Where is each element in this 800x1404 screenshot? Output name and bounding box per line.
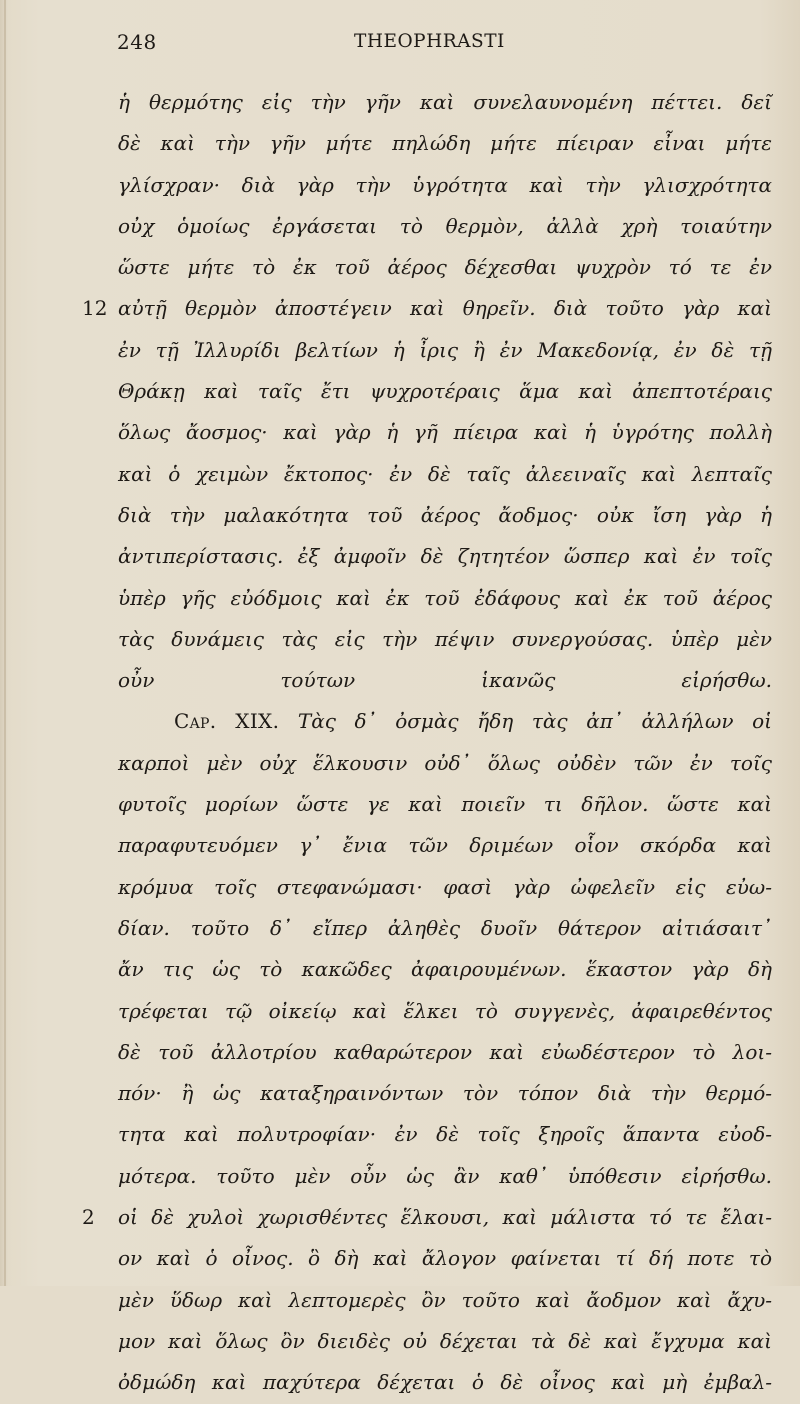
- line-text: ὀδμώδη καὶ παχύτερα δέχεται ὁ δὲ οἶνος καὶ μὴ ἐμβαλ-: [118, 1370, 772, 1395]
- text-line: [82, 495, 772, 536]
- text-line: [82, 371, 772, 412]
- text-line: [82, 949, 772, 990]
- line-text: πόν· ἢ ὡς καταξηραινόντων τὸν τόπον διὰ τὴν θερμό-: [118, 1081, 772, 1106]
- line-number: 2: [82, 1205, 95, 1230]
- body-text: [82, 82, 772, 1404]
- line-text: ἐν τῇ Ἰλλυρίδι βελτίων ἡ ἶρις ἢ ἐν Μακεδονίᾳ, ἐν δὲ τῇ: [118, 337, 772, 362]
- line-text: ἀντιπερίστασις. ἐξ ἀμφοῖν δὲ ζητητέον ὥσπερ καὶ ἐν τοῖς: [118, 544, 772, 569]
- line-text: αὐτῇ θερμὸν ἀποστέγειν καὶ θηρεῖν. διὰ τοῦτο γὰρ καὶ: [118, 296, 772, 321]
- line-text: διὰ τὴν μαλακότητα τοῦ ἀέρος ἄοδμος· οὐκ ἴση γὰρ ἡ: [118, 502, 772, 527]
- line-text: ὥστε μήτε τὸ ἐκ τοῦ ἀέρος δέχεσθαι ψυχρὸν τό τε ἐν: [118, 255, 772, 280]
- line-text: καρποὶ μὲν οὐχ ἕλκουσιν οὐδ᾽ ὅλως οὐδὲν τῶν ἐν τοῖς: [118, 750, 772, 775]
- line-text: Τὰς δ᾽ ὀσμὰς ἤδη τὰς ἀπ᾽ ἀλλήλων οἱ: [297, 709, 773, 734]
- line-text: οὖν τούτων ἱκανῶς εἰρήσθω.: [118, 668, 772, 693]
- text-line: [82, 288, 772, 329]
- text-line: [82, 1032, 772, 1073]
- line-text: κρόμυα τοῖς στεφανώμασι· φασὶ γὰρ ὠφελεῖν εἰς εὐω-: [118, 874, 772, 899]
- line-text: μον καὶ ὅλως ὂν διειδὲς οὐ δέχεται τὰ δὲ καὶ ἔγχυμα καὶ: [118, 1328, 772, 1353]
- text-line: [82, 619, 772, 660]
- line-text: δὲ καὶ τὴν γῆν μήτε πηλώδη μήτε πίειραν εἶναι μήτε: [118, 131, 772, 156]
- line-text: Θράκῃ καὶ ταῖς ἔτι ψυχροτέραις ἅμα καὶ ἀπεπτοτέραις: [118, 379, 772, 404]
- line-text: τητα καὶ πολυτροφίαν· ἐν δὲ τοῖς ξηροῖς ἅπαντα εὐοδ-: [118, 1122, 772, 1147]
- text-line: [82, 330, 772, 371]
- line-text: ὅλως ἄοσμος· καὶ γὰρ ἡ γῆ πίειρα καὶ ἡ ὑγρότης πολλὴ: [118, 420, 772, 445]
- text-line: [82, 784, 772, 825]
- text-line: [82, 536, 772, 577]
- text-line: [82, 1238, 772, 1279]
- line-text: δὲ τοῦ ἀλλοτρίου καθαρώτερον καὶ εὐωδέστερον τὸ λοι-: [118, 1039, 772, 1064]
- text-line: [82, 1362, 772, 1403]
- page-number: 248: [117, 30, 157, 54]
- binding-gutter: [4, 0, 6, 1286]
- text-line: [82, 1197, 772, 1238]
- line-text: γλίσχραν· διὰ γὰρ τὴν ὑγρότητα καὶ τὴν γλισχρότητα: [118, 172, 772, 197]
- chapter-heading: Cap. XIX.: [174, 709, 280, 734]
- text-line: [82, 412, 772, 453]
- text-line: [82, 660, 772, 701]
- line-text: τὰς δυνάμεις τὰς εἰς τὴν πέψιν συνεργούσας. ὑπὲρ μὲν: [118, 626, 772, 651]
- line-text: ὑπὲρ γῆς εὐόδμοις καὶ ἐκ τοῦ ἐδάφους καὶ ἐκ τοῦ ἀέρος: [118, 585, 772, 610]
- line-text: ον καὶ ὁ οἶνος. ὃ δὴ καὶ ἄλογον φαίνεται τί δή ποτε τὸ: [118, 1246, 772, 1271]
- text-line: [82, 1073, 772, 1114]
- text-line: [82, 1321, 772, 1362]
- line-number: 12: [82, 296, 108, 321]
- text-line: [82, 454, 772, 495]
- text-line: [82, 825, 772, 866]
- page-header: [0, 30, 800, 62]
- line-text: μότερα. τοῦτο μὲν οὖν ὡς ἂν καθ᾽ ὑπόθεσιν εἰρήσθω.: [118, 1163, 772, 1188]
- text-line: [82, 1114, 772, 1155]
- text-line: [82, 743, 772, 784]
- line-text: μὲν ὕδωρ καὶ λεπτομερὲς ὂν τοῦτο καὶ ἄοδμον καὶ ἄχυ-: [118, 1287, 772, 1312]
- text-line: [82, 1156, 772, 1197]
- text-line: [82, 867, 772, 908]
- line-text: φυτοῖς μορίων ὥστε γε καὶ ποιεῖν τι δῆλον. ὥστε καὶ: [118, 792, 772, 817]
- line-text: τρέφεται τῷ οἰκείῳ καὶ ἕλκει τὸ συγγενὲς, ἀφαιρεθέντος: [118, 998, 772, 1023]
- text-line: [82, 165, 772, 206]
- line-text: ἡ θερμότης εἰς τὴν γῆν καὶ συνελαυνομένη πέττει. δεῖ: [118, 90, 772, 114]
- text-line: [82, 701, 772, 742]
- line-text: οἱ δὲ χυλοὶ χωρισθέντες ἕλκουσι, καὶ μάλιστα τό τε ἔλαι-: [118, 1205, 772, 1230]
- line-text: ἄν τις ὡς τὸ κακῶδες ἀφαιρουμένων. ἕκαστον γὰρ δὴ: [118, 957, 772, 982]
- text-line: [82, 206, 772, 247]
- line-text: οὐχ ὁμοίως ἐργάσεται τὸ θερμὸν, ἀλλὰ χρὴ τοιαύτην: [118, 213, 772, 238]
- text-line: [82, 908, 772, 949]
- text-line: [82, 991, 772, 1032]
- text-line: [82, 82, 772, 123]
- running-title: THEOPHRASTI: [354, 31, 505, 52]
- text-line: [82, 578, 772, 619]
- line-text: καὶ ὁ χειμὼν ἔκτοπος· ἐν δὲ ταῖς ἀλεειναῖς καὶ λεπταῖς: [118, 461, 772, 486]
- line-text: παραφυτευόμεν γ᾽ ἔνια τῶν δριμέων οἷον σκόρδα καὶ: [118, 833, 772, 858]
- line-text: δίαν. τοῦτο δ᾽ εἴπερ ἀληθὲς δυοῖν θάτερον αἰτιάσαιτ᾽: [118, 915, 772, 940]
- text-line: [82, 123, 772, 164]
- text-line: [82, 247, 772, 288]
